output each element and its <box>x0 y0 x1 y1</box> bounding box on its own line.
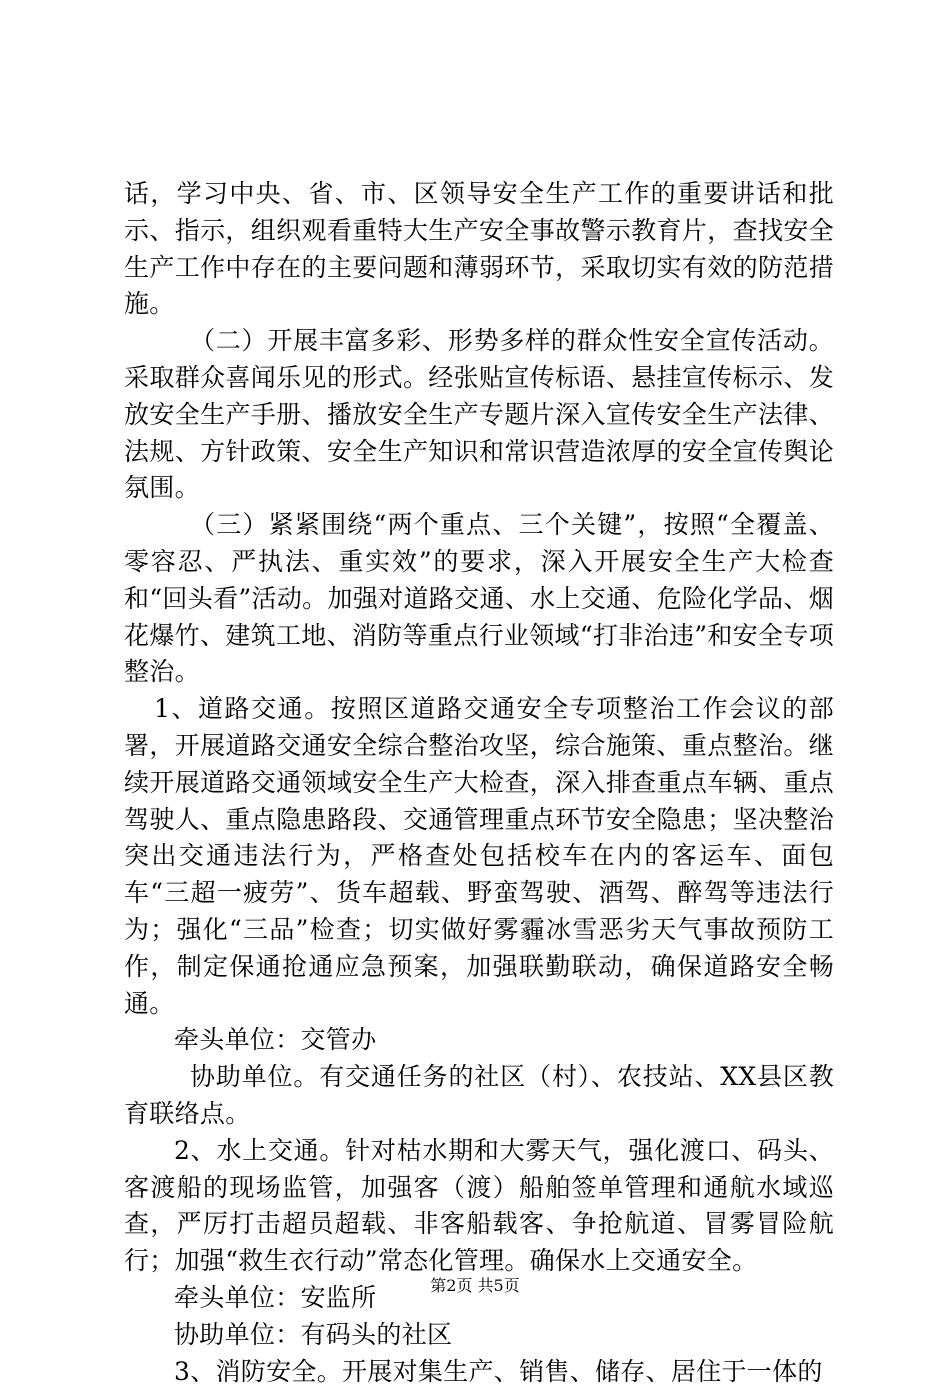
paragraph-lead-unit-2: 牵头单位：安监所 <box>124 1280 834 1317</box>
document-body <box>124 176 834 1390</box>
paragraph-section-2: （二）开展丰富多彩、形势多样的群众性安全宣传活动。采取群众喜闻乐见的形式。经张贴宣传标语、悬挂宣传标示、发放安全生产手册、播放安全生产专题片深入宣传安全生产法律、法规、方针政策、安全生产知识和常识营造浓厚的安全宣传舆论氛围。 <box>124 323 834 507</box>
paragraph-item-road-traffic: 1、道路交通。按照区道路交通安全专项整治工作会议的部署，开展道路交通安全综合整治攻坚，综合施策、重点整治。继续开展道路交通领域安全生产大检查，深入排查重点车辆、重点驾驶人、重点隐患路段、交通管理重点环节安全隐患；坚决整治突出交通违法行为，严格查处包括校车在内的客运车、面包车“三超一疲劳”、货车超载、野蛮驾驶、酒驾、醉驾等违法行为；强化“三品”检查；切实做好雾霾冰雪恶劣天气事故预防工作，制定保通抢通应急预案，加强联勤联动，确保道路安全畅通。 <box>124 691 834 1022</box>
paragraph-continuation: 话，学习中央、省、市、区领导安全生产工作的重要讲话和批示、指示，组织观看重特大生产安全事故警示教育片，查找安全生产工作中存在的主要问题和薄弱环节，采取切实有效的防范措施。 <box>124 176 834 323</box>
paragraph-section-3: （三）紧紧围绕“两个重点、三个关键”，按照“全覆盖、零容忍、严执法、重实效”的要求，深入开展安全生产大检查和“回头看”活动。加强对道路交通、水上交通、危险化学品、烟花爆竹、建筑工地、消防等重点行业领域“打非治违”和安全专项整治。 <box>124 507 834 691</box>
paragraph-item-fire-safety: 3、消防安全。开展对集生产、销售、储存、居住于一体的 <box>124 1354 834 1390</box>
paragraph-item-water-traffic: 2、水上交通。针对枯水期和大雾天气，强化渡口、码头、客渡船的现场监管，加强客（渡）船舶签单管理和通航水域巡查，严厉打击超员超载、非客船载客、争抢航道、冒雾冒险航行；加强“救生衣行动”常态化管理。确保水上交通安全。 <box>124 1133 834 1280</box>
paragraph-assist-unit-1: 协助单位。有交通任务的社区（村）、农技站、XX县区教育联络点。 <box>124 1059 834 1133</box>
page-footer: 第2页 共5页 <box>0 1276 950 1296</box>
paragraph-lead-unit-1: 牵头单位：交管办 <box>124 1022 834 1059</box>
paragraph-assist-unit-2: 协助单位：有码头的社区 <box>124 1317 834 1354</box>
